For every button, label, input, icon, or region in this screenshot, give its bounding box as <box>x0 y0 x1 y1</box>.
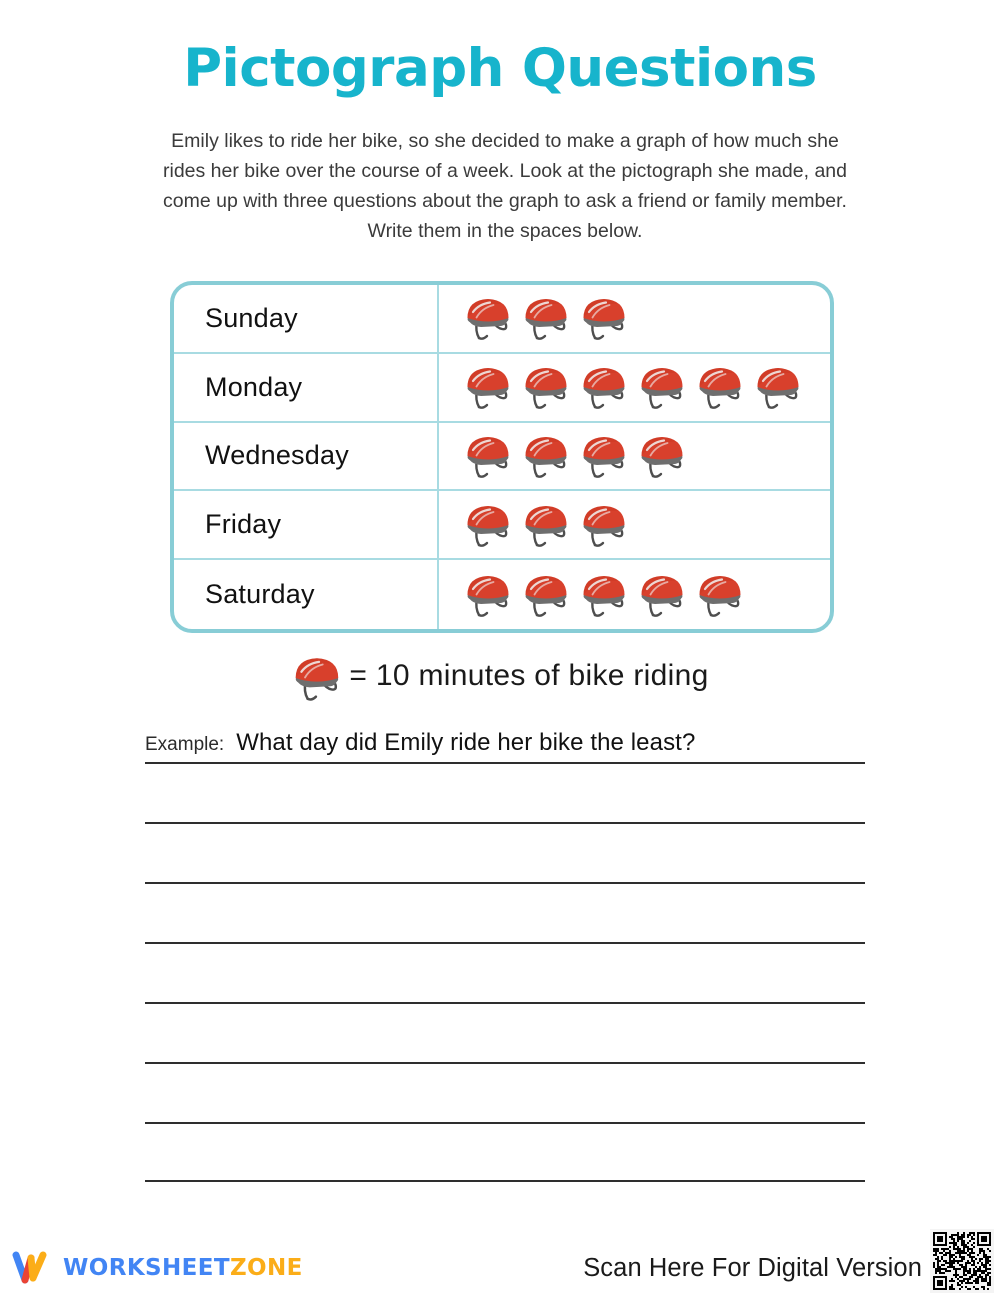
pictograph-icon-cell <box>439 423 830 490</box>
pictograph-legend <box>0 652 1000 704</box>
bike-helmet-icon <box>463 362 515 412</box>
pictograph-day-label: Saturday <box>174 560 439 629</box>
answer-line[interactable] <box>145 882 865 884</box>
bike-helmet-icon <box>521 362 573 412</box>
scan-here-label: Scan Here For Digital Version <box>583 1254 922 1282</box>
pictograph-row <box>174 423 830 492</box>
bike-helmet-icon <box>463 570 515 620</box>
pictograph-icon-cell <box>439 491 830 558</box>
page-title: Pictograph Questions <box>183 38 817 99</box>
bike-helmet-icon <box>579 431 631 481</box>
pictograph-day-label: Monday <box>174 354 439 421</box>
answer-line[interactable] <box>145 1002 865 1004</box>
pictograph-day-label: Wednesday <box>174 423 439 490</box>
bike-helmet-icon <box>637 431 689 481</box>
bike-helmet-icon <box>579 362 631 412</box>
logo-text-zone: ZONE <box>229 1255 303 1281</box>
bike-helmet-icon <box>753 362 805 412</box>
bike-helmet-icon <box>463 293 515 343</box>
answer-line[interactable] <box>145 1180 865 1182</box>
pictograph-row <box>174 491 830 560</box>
bike-helmet-icon <box>579 293 631 343</box>
answer-line[interactable] <box>145 762 865 764</box>
example-question-text: What day did Emily ride her bike the least? <box>236 729 696 756</box>
bike-helmet-icon <box>579 500 631 550</box>
example-question-row <box>145 729 865 757</box>
worksheet-zone-logo <box>12 1250 303 1286</box>
pictograph-icon-cell <box>439 285 830 352</box>
bike-helmet-icon <box>579 570 631 620</box>
pictograph-icon-cell <box>439 354 830 421</box>
bike-helmet-icon <box>521 500 573 550</box>
pictograph-table <box>170 281 834 633</box>
pictograph-row <box>174 354 830 423</box>
logo-text-worksheet: WORKSHEET <box>63 1255 230 1281</box>
example-label: Example: <box>145 734 225 755</box>
answer-line[interactable] <box>145 1062 865 1064</box>
bike-helmet-icon <box>695 362 747 412</box>
answer-line[interactable] <box>145 942 865 944</box>
bike-helmet-icon <box>637 570 689 620</box>
bike-helmet-icon <box>521 431 573 481</box>
pictograph-day-label: Friday <box>174 491 439 558</box>
bike-helmet-icon <box>521 570 573 620</box>
bike-helmet-icon <box>521 293 573 343</box>
pictograph-icon-cell <box>439 560 830 629</box>
qr-code[interactable] <box>930 1229 994 1293</box>
worksheet-zone-logo-icon <box>12 1250 52 1286</box>
bike-helmet-icon <box>695 570 747 620</box>
worksheet-zone-logo-text <box>63 1255 303 1281</box>
bike-helmet-icon <box>291 652 345 704</box>
bike-helmet-icon <box>637 362 689 412</box>
answer-line[interactable] <box>145 1122 865 1124</box>
pictograph-row <box>174 560 830 629</box>
legend-label: = 10 minutes of bike riding <box>349 659 709 692</box>
intro-paragraph: Emily likes to ride her bike, so she decided to make a graph of how much she rides her bike over the course of a week. Look at the pictograph she made, and come up with three questions about the graph to ask a friend or family member. Write them in the spaces below. <box>163 130 847 242</box>
pictograph-row <box>174 285 830 354</box>
answer-line[interactable] <box>145 822 865 824</box>
bike-helmet-icon <box>463 431 515 481</box>
pictograph-day-label: Sunday <box>174 285 439 352</box>
bike-helmet-icon <box>463 500 515 550</box>
